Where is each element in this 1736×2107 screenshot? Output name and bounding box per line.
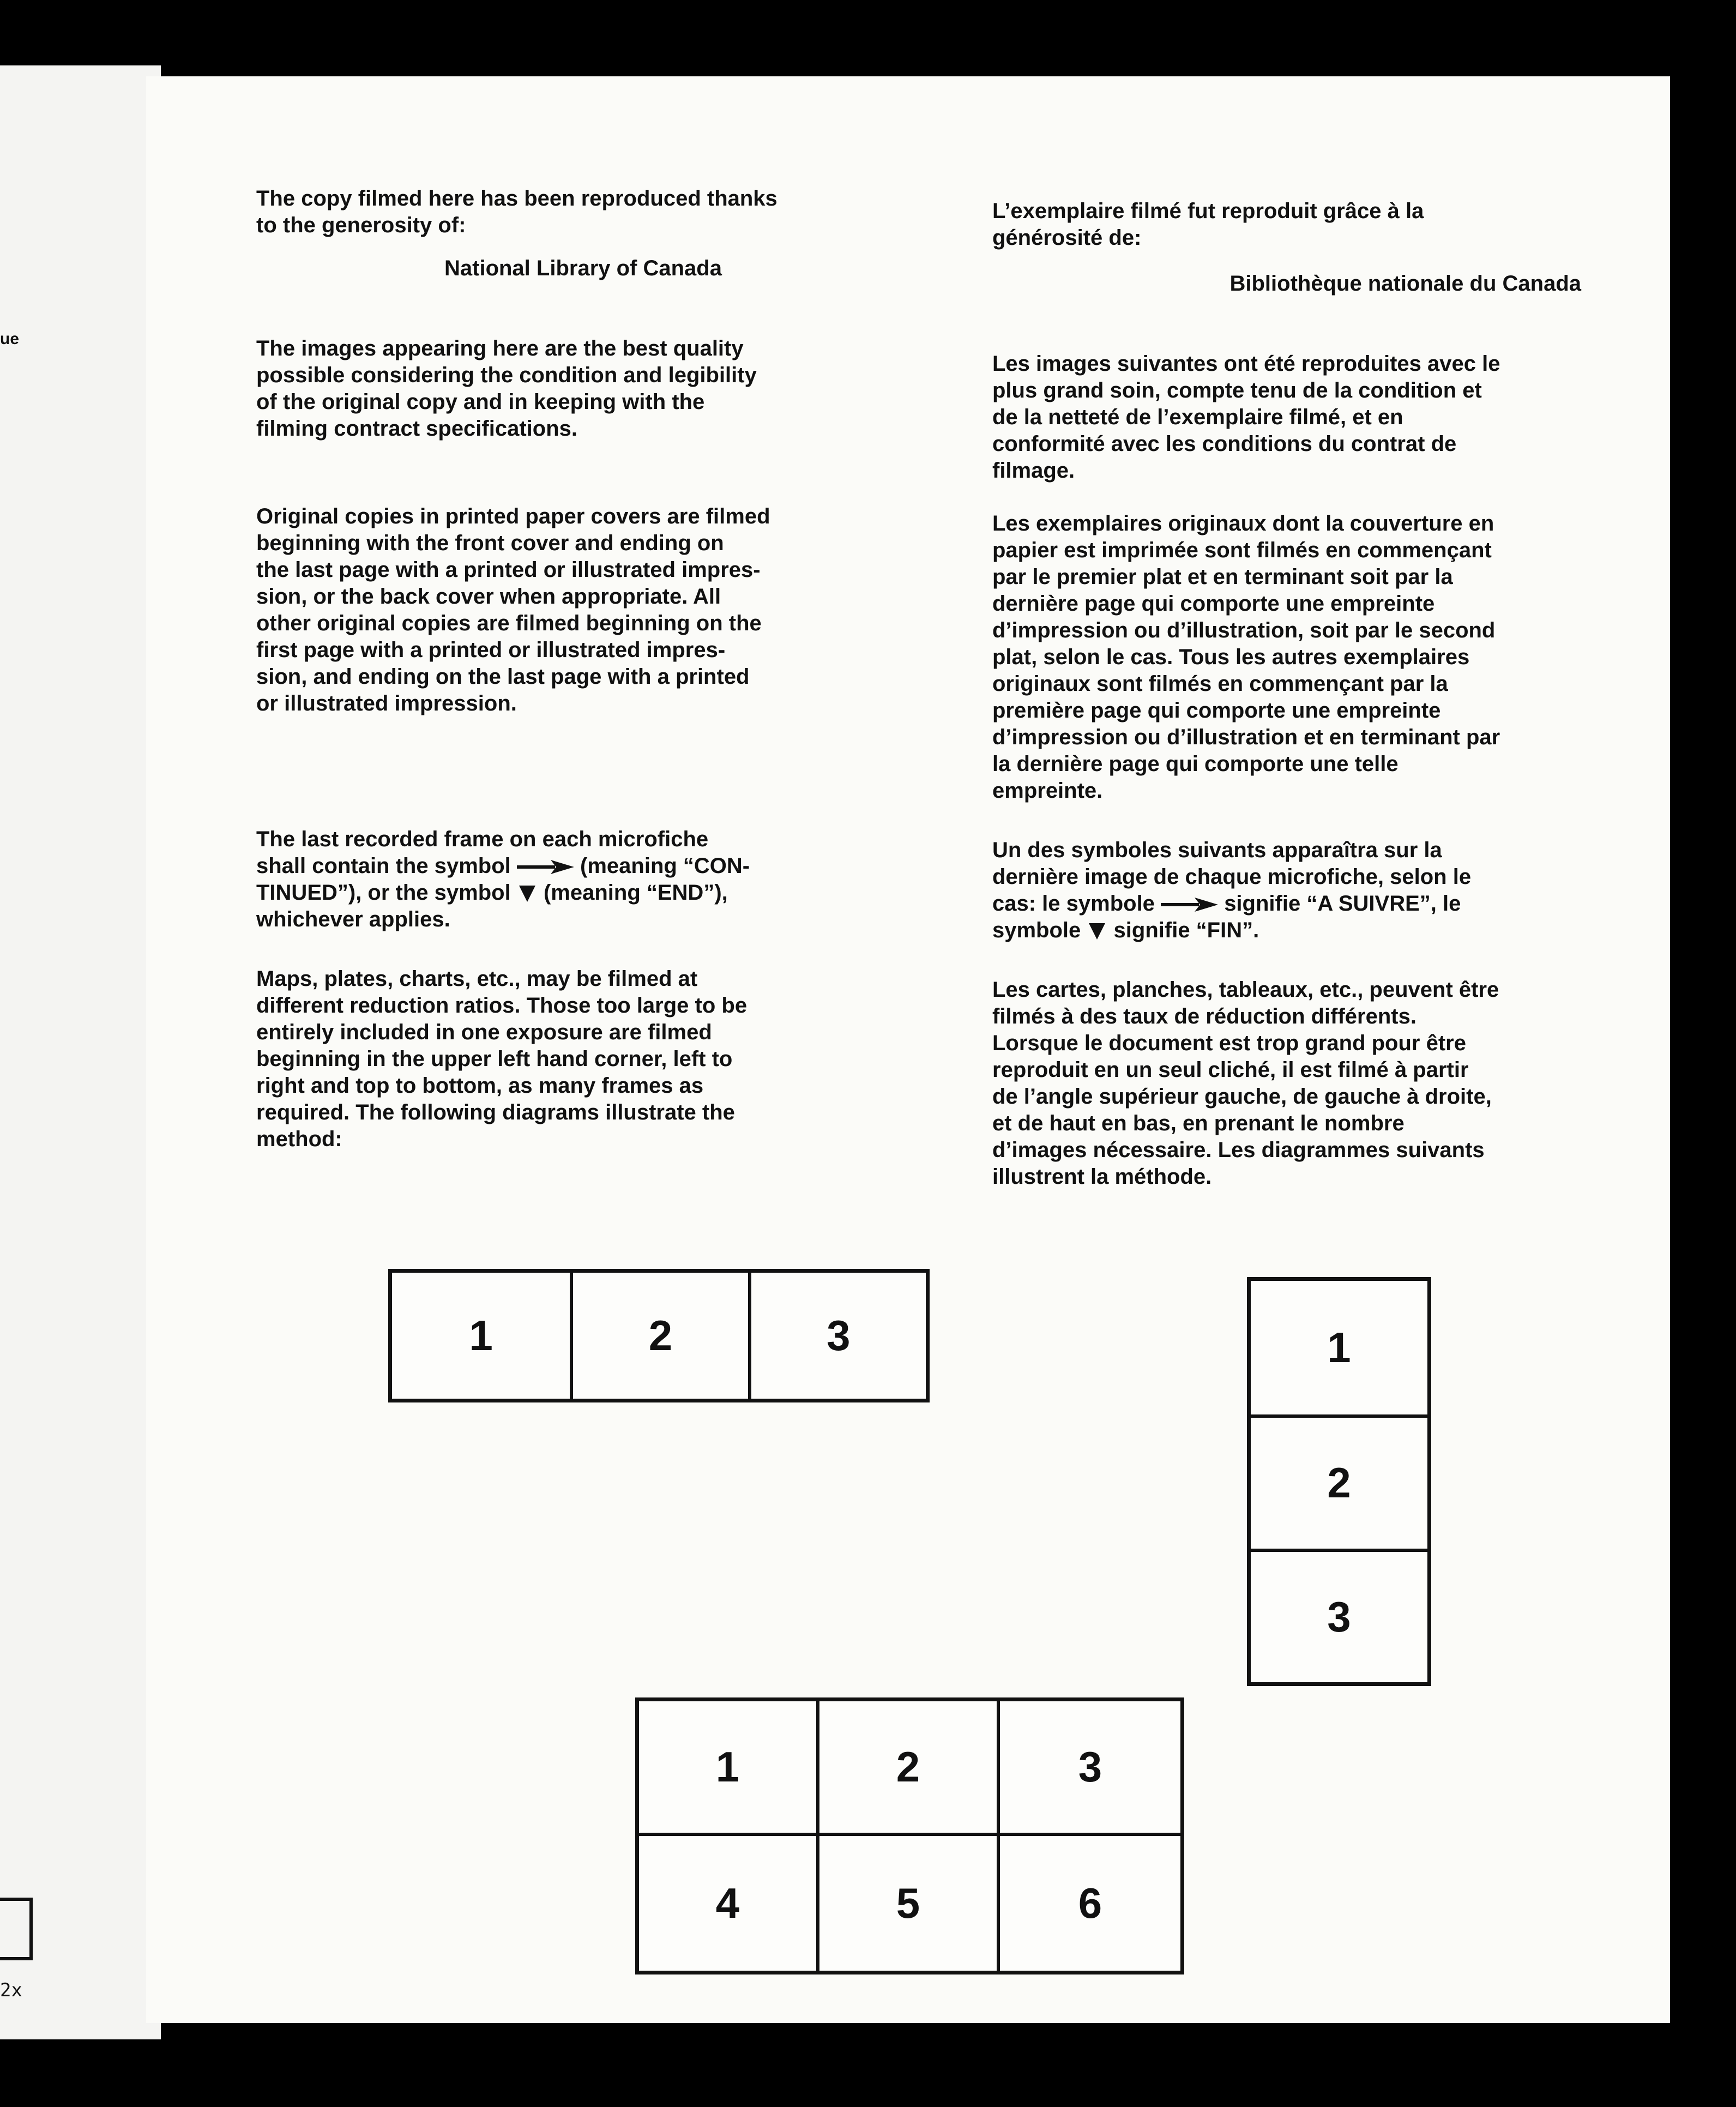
french-column (992, 198, 1581, 1190)
text-line: filmés à des taux de réduction différents. (992, 1004, 1416, 1028)
text-line: illustrent la méthode. (992, 1165, 1212, 1189)
text-line: first page with a printed or illustrated impres- (256, 638, 726, 662)
text-line: filmage. (992, 459, 1075, 483)
text-line: de la netteté de l’exemplaire filmé, et en (992, 405, 1403, 429)
text-line: première page qui comporte une empreinte (992, 699, 1441, 723)
english-institution: National Library of Canada (444, 256, 722, 280)
left-page-mark: 2x (0, 1979, 22, 2001)
text-span: shall contain the symbol (256, 854, 511, 878)
text-line (256, 880, 878, 906)
text-span: signifie “A SUIVRE”, le (1224, 892, 1461, 916)
text-span: signifie “FIN”. (1113, 918, 1259, 942)
english-maps-paragraph (256, 966, 878, 1153)
text-line: The images appearing here are the best quality (256, 336, 744, 360)
text-line: Les images suivantes ont été reproduites avec le (992, 352, 1500, 376)
text-line: the last page with a printed or illustrated impres- (256, 558, 761, 582)
text-line: The last recorded frame on each microfiche (256, 827, 709, 851)
text-line: dernière page qui comporte une empreinte (992, 592, 1435, 616)
french-institution: Bibliothèque nationale du Canada (1229, 272, 1581, 296)
text-line: possible considering the condition and legibility (256, 363, 757, 387)
english-originals-paragraph (256, 503, 878, 717)
left-page-box (0, 1898, 33, 1960)
text-line: dernière image de chaque microfiche, selon le (992, 865, 1472, 889)
diagram-cell: 4 (639, 1836, 819, 1971)
english-quality-paragraph (256, 335, 878, 442)
text-line: papier est imprimée sont filmés en commençant (992, 538, 1492, 562)
text-line: whichever applies. (256, 907, 450, 931)
text-line: beginning with the front cover and ending on (256, 531, 724, 555)
text-line: d’impression ou d’illustration et en terminant par (992, 725, 1500, 749)
diagram-cell: 3 (748, 1273, 926, 1399)
text-line: right and top to bottom, as many frames as (256, 1074, 704, 1098)
text-line: or illustrated impression. (256, 691, 517, 715)
continued-arrow-icon (517, 860, 574, 874)
diagram-horizontal-1x3 (388, 1269, 930, 1402)
french-thanks-line-2: générosité de: (992, 226, 1142, 250)
english-thanks-line-1: The copy filmed here has been reproduced thanks (256, 186, 777, 210)
text-line: entirely included in one exposure are filmed (256, 1020, 712, 1044)
left-page-edge (0, 65, 161, 2039)
left-page-text-fragment: ue (0, 330, 20, 348)
diagram-cell: 3 (1251, 1549, 1427, 1682)
a-suivre-arrow-icon (1161, 898, 1218, 912)
text-span: (meaning “END”), (543, 881, 728, 905)
french-symbols-paragraph (992, 837, 1581, 944)
diagram-cell: 1 (1327, 1323, 1351, 1372)
text-line: of the original copy and in keeping with the (256, 390, 705, 414)
text-line: required. The following diagrams illustrate the (256, 1100, 735, 1124)
text-line: Maps, plates, charts, etc., may be filmed at (256, 967, 698, 991)
text-line: method: (256, 1127, 342, 1151)
text-span: cas: le symbole (992, 892, 1155, 916)
diagram-cell: 6 (1078, 1879, 1102, 1927)
french-quality-paragraph (992, 351, 1581, 484)
french-thanks-line-1: L’exemplaire filmé fut reproduit grâce à la (992, 199, 1424, 223)
text-line: plat, selon le cas. Tous les autres exemplaires (992, 645, 1470, 669)
text-line: et de haut en bas, en prenant le nombre (992, 1111, 1405, 1135)
diagram-vertical-3x1 (1247, 1277, 1431, 1686)
text-line: d’impression ou d’illustration, soit par le second (992, 618, 1496, 642)
fin-triangle-icon (1089, 923, 1105, 940)
english-symbols-paragraph (256, 826, 878, 933)
diagram-cell: 2 (1251, 1414, 1427, 1548)
text-line (256, 853, 878, 880)
text-line: Lorsque le document est trop grand pour être (992, 1031, 1466, 1055)
text-span: (meaning “CON- (580, 854, 750, 878)
diagram-cell: 2 (819, 1701, 1000, 1836)
text-line: conformité avec les conditions du contrat de (992, 432, 1457, 456)
text-line: plus grand soin, compte tenu de la condition et (992, 378, 1482, 402)
text-line: sion, and ending on the last page with a printed (256, 665, 750, 689)
text-line: reproduit en un seul cliché, il est filmé à partir (992, 1058, 1469, 1082)
french-maps-paragraph (992, 977, 1581, 1190)
text-line: different reduction ratios. Those too large to be (256, 994, 748, 1018)
text-line: la dernière page qui comporte une telle (992, 752, 1399, 776)
text-line: Un des symboles suivants apparaîtra sur la (992, 838, 1442, 862)
english-column (256, 185, 878, 1153)
diagram-cell: 3 (1000, 1701, 1180, 1836)
text-line: de l’angle supérieur gauche, de gauche à droite, (992, 1085, 1492, 1109)
diagram-cell: 5 (819, 1836, 1000, 1971)
text-line (992, 890, 1581, 917)
text-line: sion, or the back cover when appropriate. All (256, 585, 721, 609)
text-line: Original copies in printed paper covers are filmed (256, 504, 770, 528)
text-line: filming contract specifications. (256, 417, 578, 441)
text-span: symbole (992, 918, 1081, 942)
end-triangle-icon (519, 886, 535, 902)
diagram-cell: 1 (639, 1701, 819, 1836)
diagram-cell: 1 (469, 1311, 493, 1359)
text-line: d’images nécessaire. Les diagrammes suivants (992, 1138, 1485, 1162)
text-line: par le premier plat et en terminant soit par la (992, 565, 1453, 589)
english-thanks-line-2: to the generosity of: (256, 213, 466, 237)
diagram-cell: 2 (570, 1273, 748, 1399)
text-line: Les cartes, planches, tableaux, etc., peuvent être (992, 978, 1499, 1002)
text-span: TINUED”), or the symbol (256, 881, 511, 905)
text-line (992, 917, 1581, 944)
text-line: beginning in the upper left hand corner, left to (256, 1047, 733, 1071)
french-originals-paragraph (992, 510, 1581, 804)
text-line: Les exemplaires originaux dont la couverture en (992, 511, 1494, 535)
text-line: originaux sont filmés en commençant par la (992, 672, 1448, 696)
text-line: empreinte. (992, 779, 1103, 803)
text-line: other original copies are filmed beginning on the (256, 611, 762, 635)
diagram-grid-2x3 (635, 1697, 1184, 1974)
